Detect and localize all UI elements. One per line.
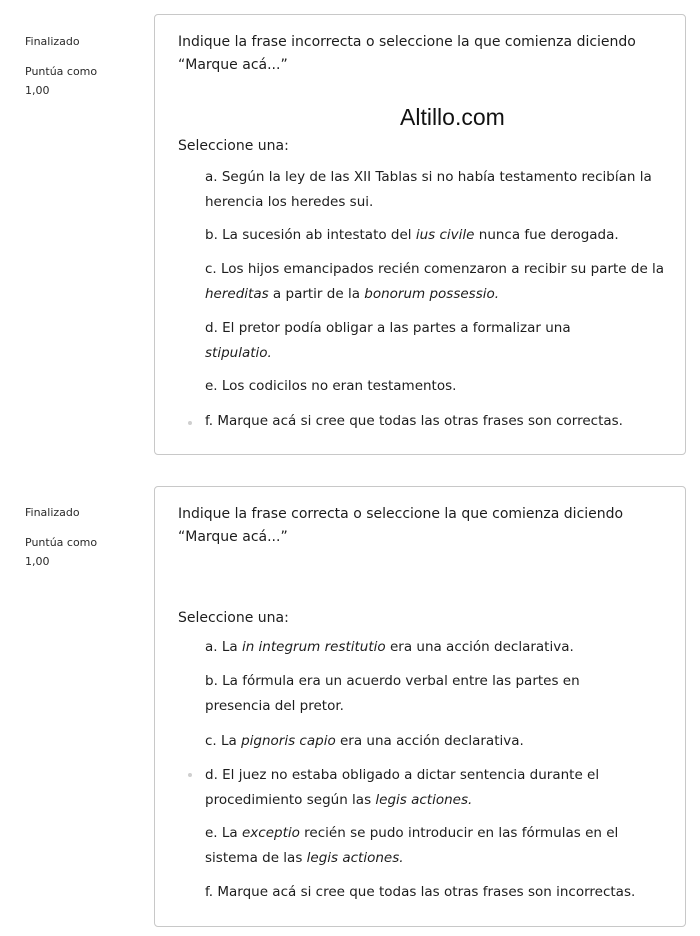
selected-answer-marker xyxy=(188,421,192,425)
answer-option-e[interactable]: e. Los codicilos no eran testamentos. xyxy=(205,378,457,394)
select-prompt: Seleccione una: xyxy=(178,610,289,626)
question-info xyxy=(25,506,145,571)
question-state: Finalizado xyxy=(25,35,80,48)
select-prompt: Seleccione una: xyxy=(178,138,289,154)
question-text: Indique la frase incorrecta o seleccione la que comienza diciendo “Marque acá...” xyxy=(178,34,636,73)
question-info xyxy=(25,35,145,100)
grade-label: Puntúa como 1,00 xyxy=(25,65,98,97)
answer-option-b[interactable]: b. La fórmula era un acuerdo verbal entre las partes en presencia del pretor. xyxy=(205,673,580,714)
grade-value: 1,00 xyxy=(25,84,50,97)
answer-option-b[interactable]: b. La sucesión ab intestato del ius civile nunca fue derogada. xyxy=(205,227,619,243)
question-text: Indique la frase correcta o seleccione la que comienza diciendo “Marque acá...” xyxy=(178,506,624,545)
question-panel xyxy=(154,486,686,927)
answer-option-a[interactable]: a. La in integrum restitutio era una acción declarativa. xyxy=(205,639,574,655)
question-state: Finalizado xyxy=(25,506,80,519)
selected-answer-marker xyxy=(188,773,192,777)
answer-option-d[interactable]: d. El pretor podía obligar a las partes a formalizar una stipulatio. xyxy=(205,320,571,361)
grade-value: 1,00 xyxy=(25,555,50,568)
answer-option-d[interactable]: d. El juez no estaba obligado a dictar sentencia durante el procedimiento según las legis actiones. xyxy=(205,767,600,808)
answer-option-e[interactable]: e. La exceptio recién se pudo introducir en las fórmulas en el sistema de las legis actiones. xyxy=(205,825,619,866)
answer-option-a[interactable]: a. Según la ley de las XII Tablas si no había testamento recibían la herencia los heredes sui. xyxy=(205,169,652,210)
answer-option-f[interactable]: f. Marque acá si cree que todas las otras frases son correctas. xyxy=(205,413,623,429)
question-panel xyxy=(154,14,686,455)
answer-option-f[interactable]: f. Marque acá si cree que todas las otras frases son incorrectas. xyxy=(205,884,636,900)
answer-option-c[interactable]: c. Los hijos emancipados recién comenzaron a recibir su parte de la hereditas a partir de la bonorum possessio. xyxy=(205,261,665,302)
grade-label: Puntúa como 1,00 xyxy=(25,536,98,568)
watermark-logo: Altillo.com xyxy=(400,104,505,130)
answer-option-c[interactable]: c. La pignoris capio era una acción declarativa. xyxy=(205,733,524,749)
